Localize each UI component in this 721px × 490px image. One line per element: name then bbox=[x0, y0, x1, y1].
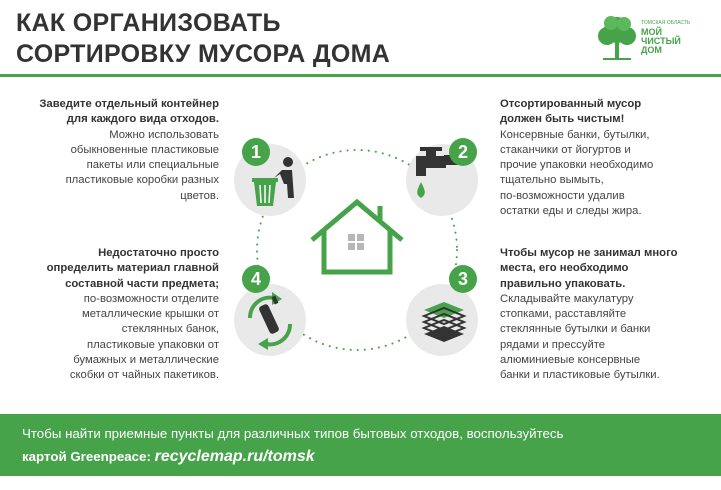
title-line-1: КАК ОРГАНИЗОВАТЬ bbox=[16, 9, 281, 37]
footer-banner bbox=[0, 414, 721, 476]
step-4-line-4: пластиковые упаковки от bbox=[86, 338, 219, 351]
step-3-bold-2: места, его необходимо bbox=[500, 262, 629, 275]
step-3-bold-3: правильно упаковать. bbox=[500, 277, 626, 290]
logo-brand-line-2: ЧИСТЫЙ bbox=[641, 36, 681, 46]
step-3-line-1: Складывайте макулатуру bbox=[500, 292, 634, 305]
step-4-line-3: стеклянных банок, bbox=[121, 323, 219, 336]
step-3-line-4: рядами и прессуйте bbox=[500, 338, 606, 351]
step-4-line-2: металлические крышки от bbox=[82, 308, 219, 321]
step-3-line-2: стопками, расставляйте bbox=[500, 308, 627, 321]
step-2-line-5: по-возможности удалив bbox=[500, 189, 625, 202]
step-1-text bbox=[14, 97, 219, 204]
step-3-text bbox=[500, 246, 715, 384]
step-1-line-3: пакеты или специальные bbox=[86, 159, 219, 172]
title-line-2: СОРТИРОВКУ МУСОРА ДОМА bbox=[16, 40, 391, 68]
logo-brand-line-1: МОЙ bbox=[641, 27, 662, 37]
step-2-line-1: Консервные банки, бутылки, bbox=[500, 128, 650, 141]
step-4-bold-1: Недостаточно просто bbox=[98, 247, 219, 259]
step-3-line-3: стеклянные бутылки и банки bbox=[500, 323, 651, 336]
tree-icon bbox=[597, 14, 639, 62]
step-2-line-2: стаканчики от йогуртов и bbox=[500, 143, 631, 156]
step-3-badge: 3 bbox=[449, 265, 477, 293]
step-1-line-2: обыкновенные пластиковые bbox=[70, 143, 219, 156]
step-4-line-6: скобки от чайных пакетиков. bbox=[69, 369, 219, 382]
footer-line-2 bbox=[22, 448, 315, 466]
house-window-icon bbox=[348, 234, 364, 250]
logo bbox=[597, 14, 709, 64]
step-2-bold-1: Отсортированный мусор bbox=[500, 98, 642, 110]
step-1-badge: 1 bbox=[242, 138, 270, 166]
footer-line-1: Чтобы найти приемные пункты для различных типов бытовых отходов, воспользуйтесь bbox=[22, 426, 564, 441]
step-4-text bbox=[14, 246, 219, 384]
step-4-bold-2: определить материал главной bbox=[46, 262, 219, 275]
footer-prefix: картой Greenpeace: bbox=[22, 449, 155, 464]
step-4-line-1: по-возможности отделите bbox=[83, 292, 219, 305]
step-3-line-5: алюминиевые консервные bbox=[500, 354, 641, 367]
step-4-bold-3: составной части предмета; bbox=[65, 277, 219, 290]
step-1-line-5: цветов. bbox=[180, 189, 219, 202]
step-2-line-6: остатки еды и следы жира. bbox=[500, 205, 642, 218]
step-2-bold-2: должен быть чистым! bbox=[500, 113, 625, 126]
diagram-graphics bbox=[230, 122, 485, 378]
step-1-line-1: Можно использовать bbox=[109, 128, 219, 141]
logo-brand bbox=[641, 28, 681, 55]
step-1-bold-2: для каждого вида отходов. bbox=[66, 113, 219, 126]
step-3-bold-1: Чтобы мусор не занимал много bbox=[500, 247, 678, 259]
step-1-line-4: пластиковые коробки разных bbox=[65, 174, 219, 187]
logo-region: ТОМСКАЯ ОБЛАСТЬ bbox=[641, 20, 691, 26]
step-4-line-5: бумажных и металлические bbox=[73, 354, 219, 367]
steps-diagram bbox=[230, 122, 485, 378]
page-title bbox=[16, 8, 390, 70]
step-4-badge: 4 bbox=[242, 265, 270, 293]
footer-link[interactable]: recyclemap.ru/tomsk bbox=[154, 448, 315, 465]
step-2-text bbox=[500, 97, 715, 219]
step-1-bold-1: Заведите отдельный контейнер bbox=[39, 98, 219, 110]
step-2-badge: 2 bbox=[449, 138, 477, 166]
logo-brand-line-3: ДОМ bbox=[641, 45, 662, 55]
title-divider bbox=[0, 74, 721, 77]
step-2-line-4: тщательно вымыть, bbox=[500, 174, 604, 187]
step-2-line-3: прочие упаковки необходимо bbox=[500, 159, 654, 172]
step-3-line-6: банки и пластиковые бутылки. bbox=[500, 369, 660, 382]
